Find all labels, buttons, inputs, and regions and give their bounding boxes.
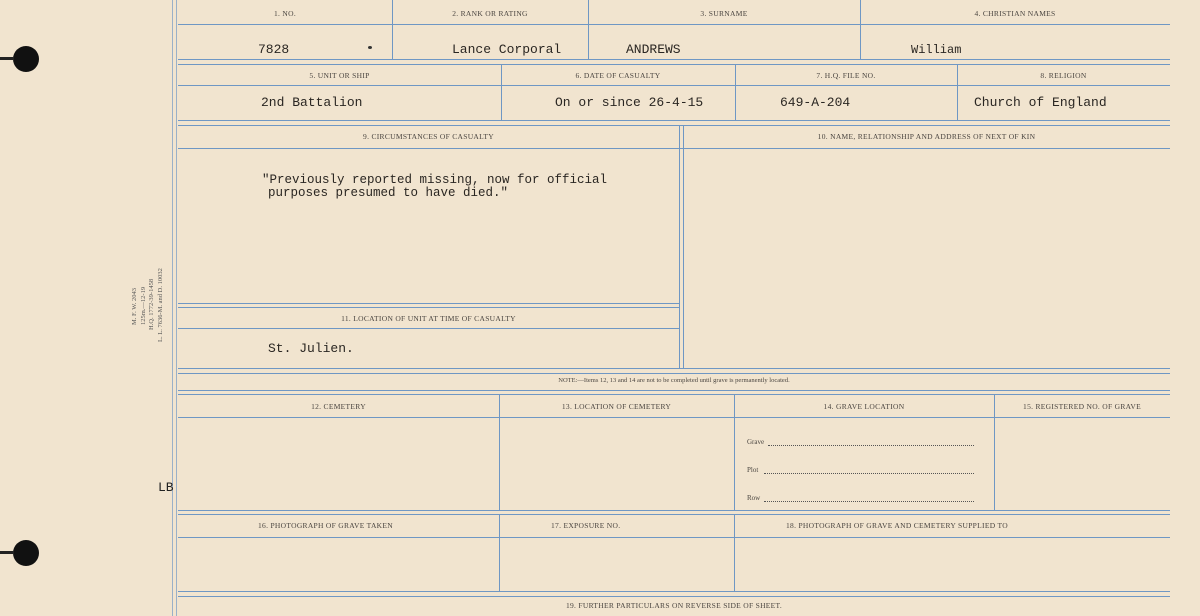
header-location-of-unit: 11. LOCATION OF UNIT AT TIME OF CASUALTY <box>341 314 516 323</box>
grave-label: Grave <box>747 438 765 446</box>
header-cemetery: 12. CEMETERY <box>311 402 366 411</box>
rule-r3-split-a <box>178 303 679 304</box>
row-label: Row <box>747 494 761 502</box>
header-religion: 8. RELIGION <box>1040 71 1087 80</box>
rule-r4-v1 <box>499 394 500 510</box>
rule-r4-v2 <box>734 394 735 510</box>
rule-r5-top <box>178 514 1170 515</box>
rule-r1-bottom <box>178 59 1170 60</box>
rule-r3-top <box>178 125 1170 126</box>
clerk-initials: LB <box>158 480 174 495</box>
rule-r3-vmid-a <box>679 125 680 368</box>
header-photograph-supplied: 18. PHOTOGRAPH OF GRAVE AND CEMETERY SUPPLIED TO <box>786 521 1008 530</box>
punch-hole-top <box>13 46 39 72</box>
margin-rule-2 <box>176 0 177 616</box>
rank-value: Lance Corporal <box>452 42 562 57</box>
rule-note-top <box>178 373 1170 374</box>
rule-r3-sub-header <box>178 328 679 329</box>
rule-r5-header <box>178 537 1170 538</box>
rule-r3-split-b <box>178 307 679 308</box>
form-code-4: L. L. 7636-M. and D. 10032 <box>157 268 164 342</box>
row-dotted-line <box>764 501 974 502</box>
punch-hole-bottom-mark <box>0 551 14 554</box>
religion-value: Church of England <box>974 95 1107 110</box>
rule-footer-top <box>178 596 1170 597</box>
header-surname: 3. SURNAME <box>700 9 748 18</box>
rule-r3-bottom <box>178 368 1170 369</box>
date-of-casualty-value: On or since 26-4-15 <box>555 95 704 110</box>
note-text: NOTE:—Items 12, 13 and 14 are not to be completed until grave is permanently located. <box>558 377 790 384</box>
form-code-2: 125m.—12-19 <box>140 286 147 325</box>
hq-file-value: 649-A-204 <box>780 95 851 110</box>
rule-r1-header <box>178 24 1170 25</box>
rule-r2-bottom <box>178 120 1170 121</box>
header-location-of-cemetery: 13. LOCATION OF CEMETERY <box>561 402 672 411</box>
header-circumstances: 9. CIRCUMSTANCES OF CASUALTY <box>363 132 494 141</box>
rule-r2-header <box>178 85 1170 86</box>
header-next-of-kin: 10. NAME, RELATIONSHIP AND ADDRESS OF NEXT OF KIN <box>817 132 1036 141</box>
rule-r4-v3 <box>994 394 995 510</box>
circumstances-line-1: "Previously reported missing, now for official <box>262 173 608 187</box>
header-unit: 5. UNIT OR SHIP <box>309 71 370 80</box>
location-of-unit-value: St. Julien. <box>268 341 354 356</box>
punch-hole-bottom <box>13 540 39 566</box>
plot-label: Plot <box>747 466 759 474</box>
grave-dotted-line <box>768 445 974 446</box>
margin-rule-1 <box>172 0 173 616</box>
rule-note-bottom <box>178 390 1170 391</box>
rule-r3-header <box>178 148 1170 149</box>
rule-r2-top <box>178 64 1170 65</box>
header-photograph-taken: 16. PHOTOGRAPH OF GRAVE TAKEN <box>258 521 393 530</box>
rule-r4-bottom <box>178 510 1170 511</box>
rule-r4-header <box>178 417 1170 418</box>
header-exposure-no: 17. EXPOSURE NO. <box>551 521 621 530</box>
header-date-of-casualty: 6. DATE OF CASUALTY <box>575 71 661 80</box>
rule-r3-vmid-b <box>683 125 684 368</box>
circumstances-line-2: purposes presumed to have died." <box>268 186 509 200</box>
service-number: 7828 <box>258 42 290 57</box>
header-registered-no: 15. REGISTERED NO. OF GRAVE <box>1023 402 1141 411</box>
plot-dotted-line <box>764 473 974 474</box>
christian-names-value: William <box>911 43 962 57</box>
header-hq-file: 7. H.Q. FILE NO. <box>816 71 876 80</box>
rule-r5-bottom <box>178 591 1170 592</box>
footer-further-particulars: 19. FURTHER PARTICULARS ON REVERSE SIDE OF SHEET. <box>565 601 783 610</box>
header-grave-location: 14. GRAVE LOCATION <box>823 402 905 411</box>
header-christian-names: 4. CHRISTIAN NAMES <box>974 9 1056 18</box>
rule-r4-top <box>178 394 1170 395</box>
ink-dot <box>368 46 372 49</box>
punch-hole-top-mark <box>0 57 14 60</box>
form-code-1: M. F. W. 2043 <box>131 287 138 325</box>
form-code-3: H.Q. 1772-39-1458 <box>148 278 155 330</box>
surname-value: ANDREWS <box>626 42 681 57</box>
header-rank: 2. RANK OR RATING <box>452 9 528 18</box>
header-no: 1. NO. <box>273 9 296 18</box>
unit-value: 2nd Battalion <box>261 95 363 110</box>
